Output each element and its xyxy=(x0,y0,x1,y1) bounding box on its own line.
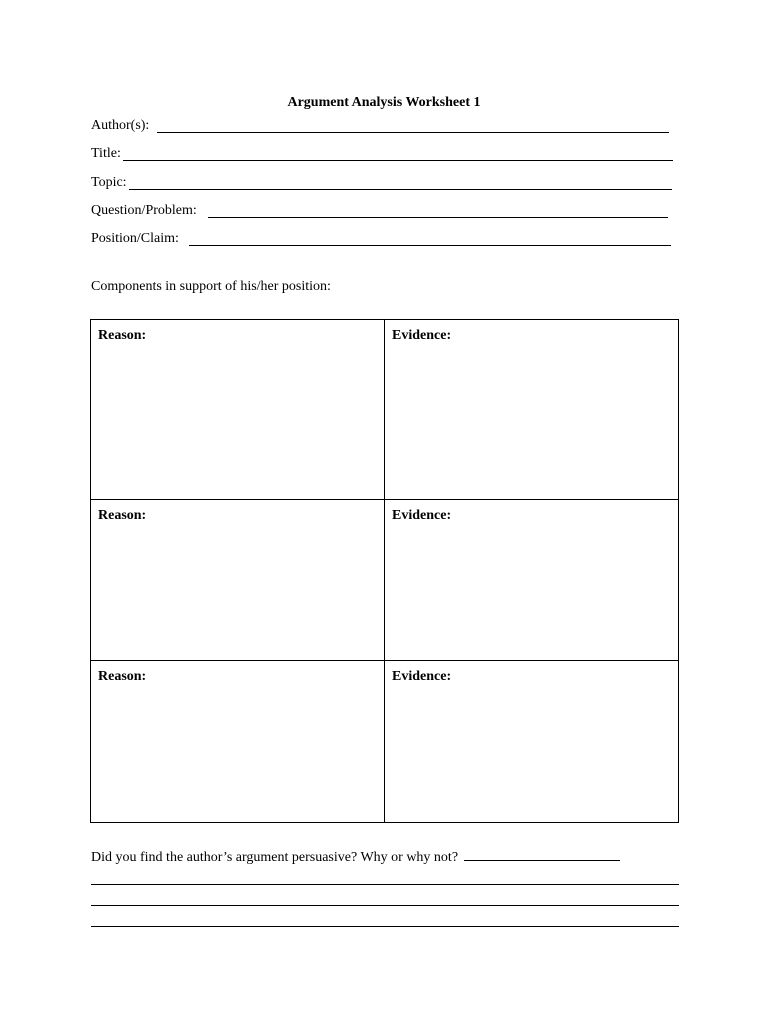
persuasive-question xyxy=(91,848,620,866)
components-heading: Components in support of his/her position: xyxy=(91,279,331,294)
reason-label: Reason: xyxy=(98,508,147,523)
answer-line[interactable] xyxy=(91,884,679,885)
author-input-line[interactable] xyxy=(157,132,669,133)
topic-field[interactable] xyxy=(91,174,672,192)
reason-label: Reason: xyxy=(98,328,147,343)
reason-label: Reason: xyxy=(98,669,147,684)
topic-input-line[interactable] xyxy=(129,189,672,190)
reason-cell[interactable] xyxy=(91,661,385,823)
topic-label: Topic: xyxy=(91,175,127,190)
evidence-cell[interactable] xyxy=(385,661,679,823)
reason-cell[interactable] xyxy=(91,320,385,500)
title-input-line[interactable] xyxy=(123,160,673,161)
reason-evidence-table xyxy=(90,319,679,823)
reason-cell[interactable] xyxy=(91,500,385,661)
evidence-cell[interactable] xyxy=(385,500,679,661)
question-problem-input-line[interactable] xyxy=(208,217,668,218)
evidence-cell[interactable] xyxy=(385,320,679,500)
question-problem-label: Question/Problem: xyxy=(91,203,197,218)
author-label: Author(s): xyxy=(91,118,150,133)
position-claim-field[interactable] xyxy=(91,230,671,248)
author-field[interactable] xyxy=(91,117,671,135)
table-row xyxy=(91,661,679,823)
question-problem-field[interactable] xyxy=(91,202,668,220)
evidence-label: Evidence: xyxy=(392,508,452,523)
answer-line[interactable] xyxy=(91,905,679,906)
answer-line[interactable] xyxy=(91,926,679,927)
evidence-label: Evidence: xyxy=(392,669,452,684)
table-row xyxy=(91,500,679,661)
title-field[interactable] xyxy=(91,145,673,163)
position-claim-input-line[interactable] xyxy=(189,245,671,246)
title-label: Title: xyxy=(91,146,121,161)
worksheet-title: Argument Analysis Worksheet 1 xyxy=(287,95,481,110)
evidence-label: Evidence: xyxy=(392,328,452,343)
table-row xyxy=(91,320,679,500)
persuasive-question-text: Did you find the author’s argument persuasive? Why or why not? xyxy=(91,850,459,865)
persuasive-answer-blank[interactable] xyxy=(464,848,620,861)
position-claim-label: Position/Claim: xyxy=(91,231,179,246)
